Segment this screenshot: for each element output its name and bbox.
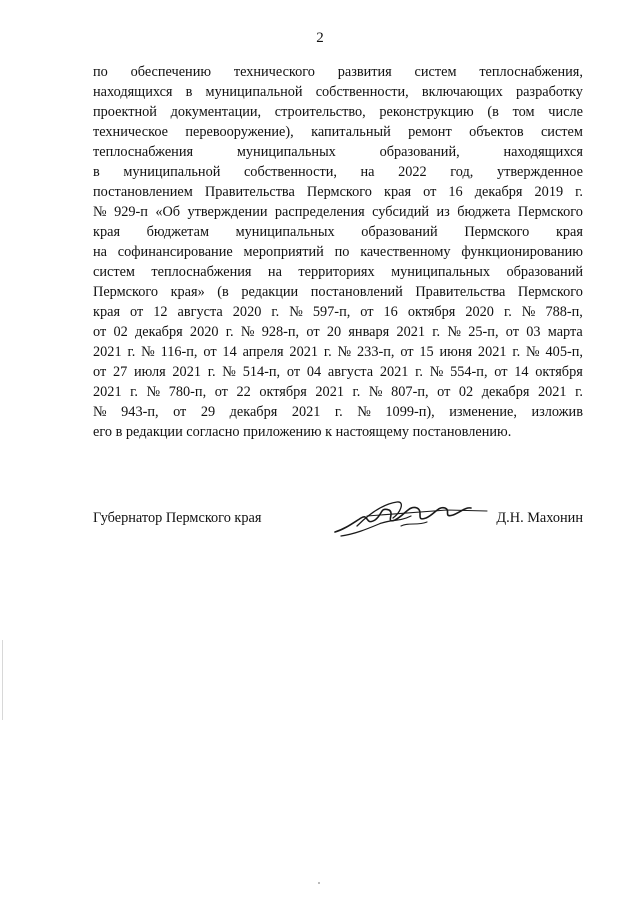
handwritten-signature bbox=[331, 496, 489, 540]
body-line: 2021 г. № 116-п, от 14 апреля 2021 г. № 233-п, от 15 июня 2021 г. № 405-п, bbox=[93, 344, 583, 360]
body-line: края бюджетам муниципальных образований Пермского края bbox=[93, 224, 583, 240]
page-number: 2 bbox=[316, 30, 324, 46]
body-line: находящихся в муниципальной собственности, включающих разработку bbox=[93, 84, 583, 100]
body-line: Пермского края» (в редакции постановлений Правительства Пермского bbox=[93, 284, 583, 300]
body-line: края от 12 августа 2020 г. № 597-п, от 16 октября 2020 г. № 788-п, bbox=[93, 304, 583, 320]
scan-dot bbox=[318, 882, 320, 884]
body-line: теплоснабжения муниципальных образований, находящихся bbox=[93, 144, 583, 160]
signatory-name: Д.Н. Махонин bbox=[496, 510, 583, 526]
document-body bbox=[93, 62, 583, 442]
scan-edge-mark bbox=[2, 640, 3, 720]
signatory-title: Губернатор Пермского края bbox=[93, 510, 262, 526]
body-line: в муниципальной собственности, на 2022 год, утвержденное bbox=[93, 164, 583, 180]
body-line: проектной документации, строительство, реконструкцию (в том числе bbox=[93, 104, 583, 120]
body-line: его в редакции согласно приложению к настоящему постановлению. bbox=[93, 424, 512, 440]
body-line: постановлением Правительства Пермского края от 16 декабря 2019 г. bbox=[93, 184, 583, 200]
body-line: № 943-п, от 29 декабря 2021 г. № 1099-п), изменение, изложив bbox=[93, 404, 583, 420]
body-line: 2021 г. № 780-п, от 22 октября 2021 г. № 807-п, от 02 декабря 2021 г. bbox=[93, 384, 583, 400]
body-line: от 02 декабря 2020 г. № 928-п, от 20 января 2021 г. № 25-п, от 03 марта bbox=[93, 324, 583, 340]
signature-block bbox=[93, 510, 583, 540]
body-line: на софинансирование мероприятий по качественному функционированию bbox=[93, 244, 583, 260]
body-line: № 929-п «Об утверждении распределения субсидий из бюджета Пермского bbox=[93, 204, 583, 220]
body-line: по обеспечению технического развития систем теплоснабжения, bbox=[93, 64, 583, 80]
body-line: систем теплоснабжения на территориях муниципальных образований bbox=[93, 264, 583, 280]
body-line: техническое перевооружение), капитальный ремонт объектов систем bbox=[93, 124, 583, 140]
body-line: от 27 июля 2021 г. № 514-п, от 04 августа 2021 г. № 554-п, от 14 октября bbox=[93, 364, 583, 380]
